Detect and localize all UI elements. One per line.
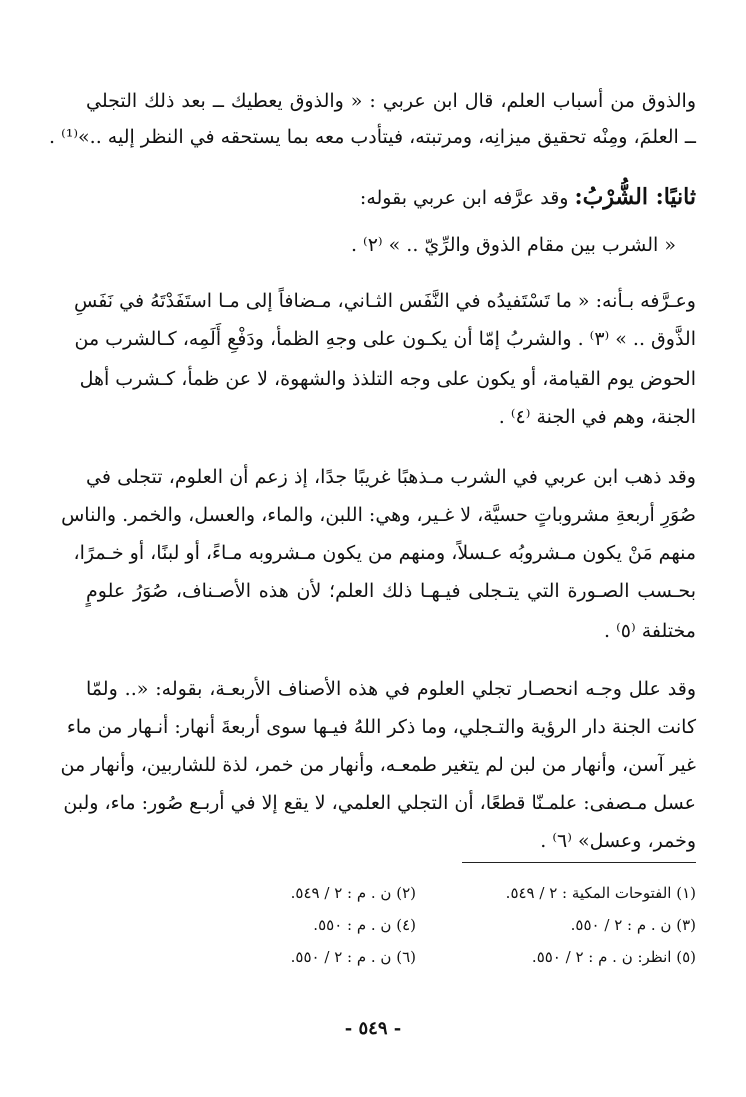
heading-key: ثانيًا: الشُّرْبُ: — [574, 184, 696, 210]
footnote-5: (٥) انظر: ن . م : ٢ / ٥٥٠. — [531, 948, 696, 966]
text-line: الذَّوق .. » ⁽٣⁾ . والشربُ إمّا أن يكـون على وجهِ الظمأ، ودَفْعِ أَلَمِه، كـالشرب من — [74, 328, 696, 350]
section-heading — [86, 180, 696, 215]
text-line: منهم مَنْ يكون مـشروبُه عـسلاً، ومنهم من يكون مـشروبه مـاءً، أو لبنًا، أو خـمرًا، — [73, 542, 696, 564]
text-line: صُوَرِ أربعةِ مشروباتٍ حسيَّة، لا غـير، وهي: اللبن، والماء، والعسل، والخمر. والناس — [61, 504, 696, 526]
footnote-4: (٤) ن . م : ٥٥٠. — [313, 916, 416, 934]
page-number: - ٥٤٩ - — [344, 1018, 402, 1039]
text-line: والذوق من أسباب العلم، قال ابن عربي : « والذوق يعطيك ــ بعد ذلك التجلي — [86, 90, 696, 112]
quote-line: « الشرب بين مقام الذوق والرِّيّ .. » ⁽٢⁾ . — [350, 234, 676, 256]
text-line: كانت الجنة دار الرؤية والتـجلي، وما ذكر اللهُ فيـها سوى أربعةَ أنهار: أنـهار من ماء — [66, 716, 696, 738]
footnote-3: (٣) ن . م : ٢ / ٥٥٠. — [570, 916, 696, 934]
text-line: الجنة، وهم في الجنة ⁽٤⁾ . — [498, 406, 696, 428]
footnote-6: (٦) ن . م : ٢ / ٥٥٠. — [290, 948, 416, 966]
text-line: ــ العلمَ، ومِنْه تحقيق ميزانِه، ومرتبته، فيتأدب معه بما يستحقه في النظر إليه ..»⁽¹⁾ . — [49, 126, 696, 148]
footnote-1: (١) الفتوحات المكية : ٢ / ٥٤٩. — [505, 884, 696, 902]
heading-rest: وقد عرَّفه ابن عربي بقوله: — [359, 187, 575, 209]
text-line: الحوض يوم القيامة، أو يكون على وجه التلذذ والشهوة، لا عن ظمأ، كـشرب أهل — [79, 368, 696, 390]
text-line: وقد ذهب ابن عربي في الشرب مـذهبًا غريبًا جدًا، إذ زعم أن العلوم، تتجلى في — [86, 466, 696, 488]
text-line: مختلفة ⁽٥⁾ . — [604, 620, 696, 642]
text-line: بحـسب الصـورة التي يتـجلى فيـهـا ذلك العلم؛ لأن هذه الأصـناف، صُوَرُ علومٍ — [86, 580, 696, 602]
text-line: وقد علل وجـه انحصـار تجلي العلوم في هذه الأصناف الأربعـة، بقوله: «.. ولمّا — [86, 678, 696, 700]
footnote-2: (٢) ن . م : ٢ / ٥٤٩. — [290, 884, 416, 902]
text-line: وعـرَّفه بـأنه: « ما تَسْتَفيدُه في النَّفَس الثـاني، مـضافاً إلى مـا استَفَدْتَهُ في نَفَسِ — [73, 290, 696, 312]
text-line: وخمر، وعسل» ⁽٦⁾ . — [540, 830, 696, 852]
text-line: غير آسن، وأنهار من لبن لم يتغير طمعـه، وأنهار من خمر، لذة للشاربين، وأنهار من — [60, 754, 696, 776]
footnote-separator — [462, 862, 696, 863]
text-line: عسل مـصفى: علمـنّا قطعًا، أن التجلي العلمي، لا يقع إلا في أربـع صُور: ماء، ولبن — [63, 792, 696, 814]
